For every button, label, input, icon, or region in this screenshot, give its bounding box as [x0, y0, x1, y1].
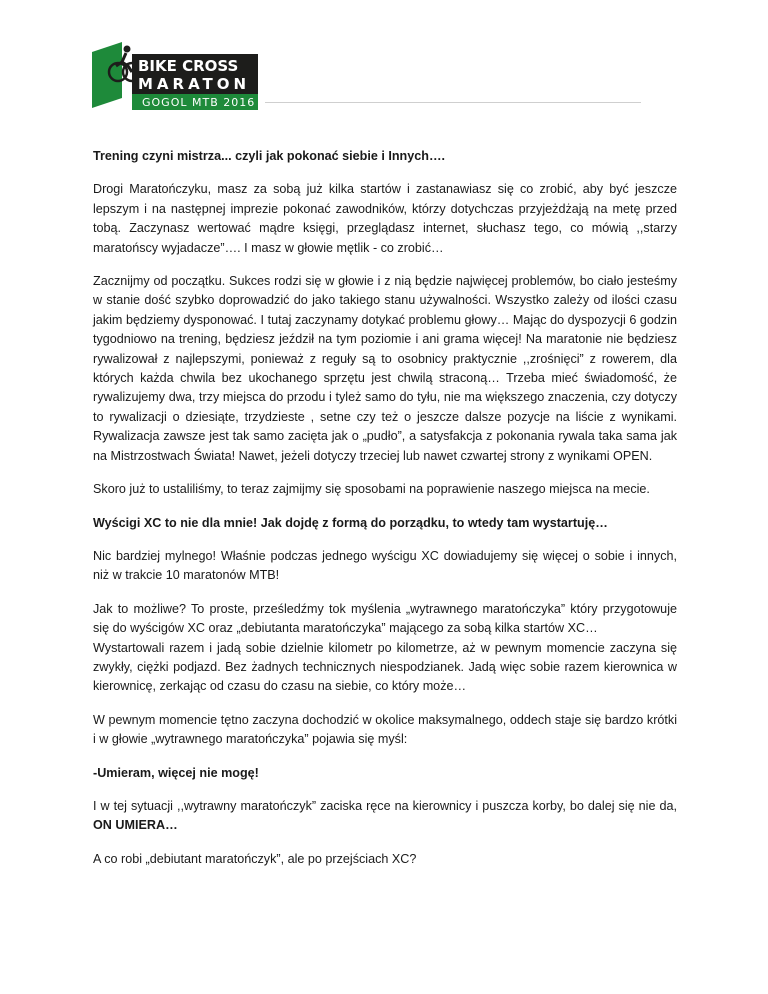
logo-line1: BIKE CROSS: [138, 57, 239, 75]
logo-line2: MARATON: [138, 75, 251, 93]
section-heading: Wyścigi XC to nie dla mnie! Jak dojdę z formą do porządku, to wtedy tam wystartuję…: [93, 515, 608, 530]
article-title: Trening czyni mistrza... czyli jak pokonać siebie i Innych….: [93, 149, 446, 163]
paragraph-7: W pewnym momencie tętno zaczyna dochodzić w okolice maksymalnego, oddech staje się bardzo krótki i w głowie „wytrawnego maratończyka” pojawia się myśl:: [93, 712, 677, 747]
logo-green-banner: [92, 42, 122, 108]
bike-cross-maraton-logo: [92, 42, 260, 112]
paragraph-4: Nic bardziej mylnego! Właśnie podczas jednego wyścigu XC dowiadujemy się więcej o sobie i innych, niż w trakcie 10 maratonów MTB!: [93, 548, 677, 583]
paragraph-6: Wystartowali razem i jadą sobie dzielnie kilometr po kilometrze, aż w pewnym momencie zaczyna się zwykły, ciężki podjazd. Bez żadnych technicznych niespodzianek. Jadą więc sobie razem kierownica w kierownicę, zerkając od czasu do czasu na siebie, co który może…: [93, 640, 677, 694]
article-body: [93, 147, 677, 883]
paragraph-2: Zacznijmy od początku. Sukces rodzi się w głowie i z nią będzie najwięcej problemów, bo ciało jesteśmy w stanie dość szybko doprowadzić do jako takiego stanu używalności. Wszystko zależy od ilości czasu jakim będziemy dysponować. I tutaj zaczynamy dotykać problemu głowy… Mając do dyspozycji 6 godzin tygodniowo na trening, będziesz jeździł na tym poziomie i ani grama więcej! Na maratonie nie będziesz rywalizował z najlepszymi, ponieważ z reguły są to osobnicy praktycznie ,,zrośnięci” z rowerem, dla których każda chwila bez ukochanego sprzętu jest chwilą straconą… Trzeba mieć świadomość, że rywalizujemy dwa, trzy miejsca do przodu i tyleż samo do tyłu, nie ma większego znaczenia, czy dotyczy to rywalizacji o dziesiąte, trzydzieste , setne czy też o jeszcze dalsze pozycje na liście z wynikami. Rywalizacja zawsze jest tak samo zacięta jak o „pudło”, a satysfakcja z pokonania rywala taka sama jak na Mistrzostwach Świata! Nawet, jeżeli dotyczy trzeciej lub nawet czwartej strony z wynikami OPEN.: [93, 274, 677, 463]
header-divider: [265, 102, 641, 103]
paragraph-8: [93, 797, 677, 836]
logo-line3: GOGOL MTB 2016: [142, 96, 256, 109]
paragraph-5: Jak to możliwe? To proste, prześledźmy tok myślenia „wytrawnego maratończyka” który przygotowuje się do wyścigów XC oraz „debiutanta maratończyka” mającego za sobą kilka startów XC…: [93, 601, 677, 636]
paragraph-9: A co robi „debiutant maratończyk”, ale po przejściach XC?: [93, 851, 417, 866]
quote-line: -Umieram, więcej nie mogę!: [93, 765, 259, 780]
paragraph-1: Drogi Maratończyku, masz za sobą już kilka startów i zastanawiasz się co zrobić, aby być jeszcze lepszym i na następnej imprezie pokonać zawodników, którzy dotychczas przyjeżdżają na metę przed tobą. Zaczynasz wertować mądre księgi, przeglądasz internet, słuchasz tego, co mówią ,,starzy maratońscy wyjadacze”…. I masz w głowie mętlik - co zrobić…: [93, 182, 677, 255]
paragraph-3: Skoro już to ustaliliśmy, to teraz zajmijmy się sposobami na poprawienie naszego miejsca na mecie.: [93, 482, 650, 497]
paragraph-8-text: I w tej sytuacji ,,wytrawny maratończyk” zaciska ręce na kierownicy i puszcza korby, bo dalej się nie da,: [93, 798, 677, 813]
paragraph-8-emphasis: ON UMIERA…: [93, 818, 178, 833]
